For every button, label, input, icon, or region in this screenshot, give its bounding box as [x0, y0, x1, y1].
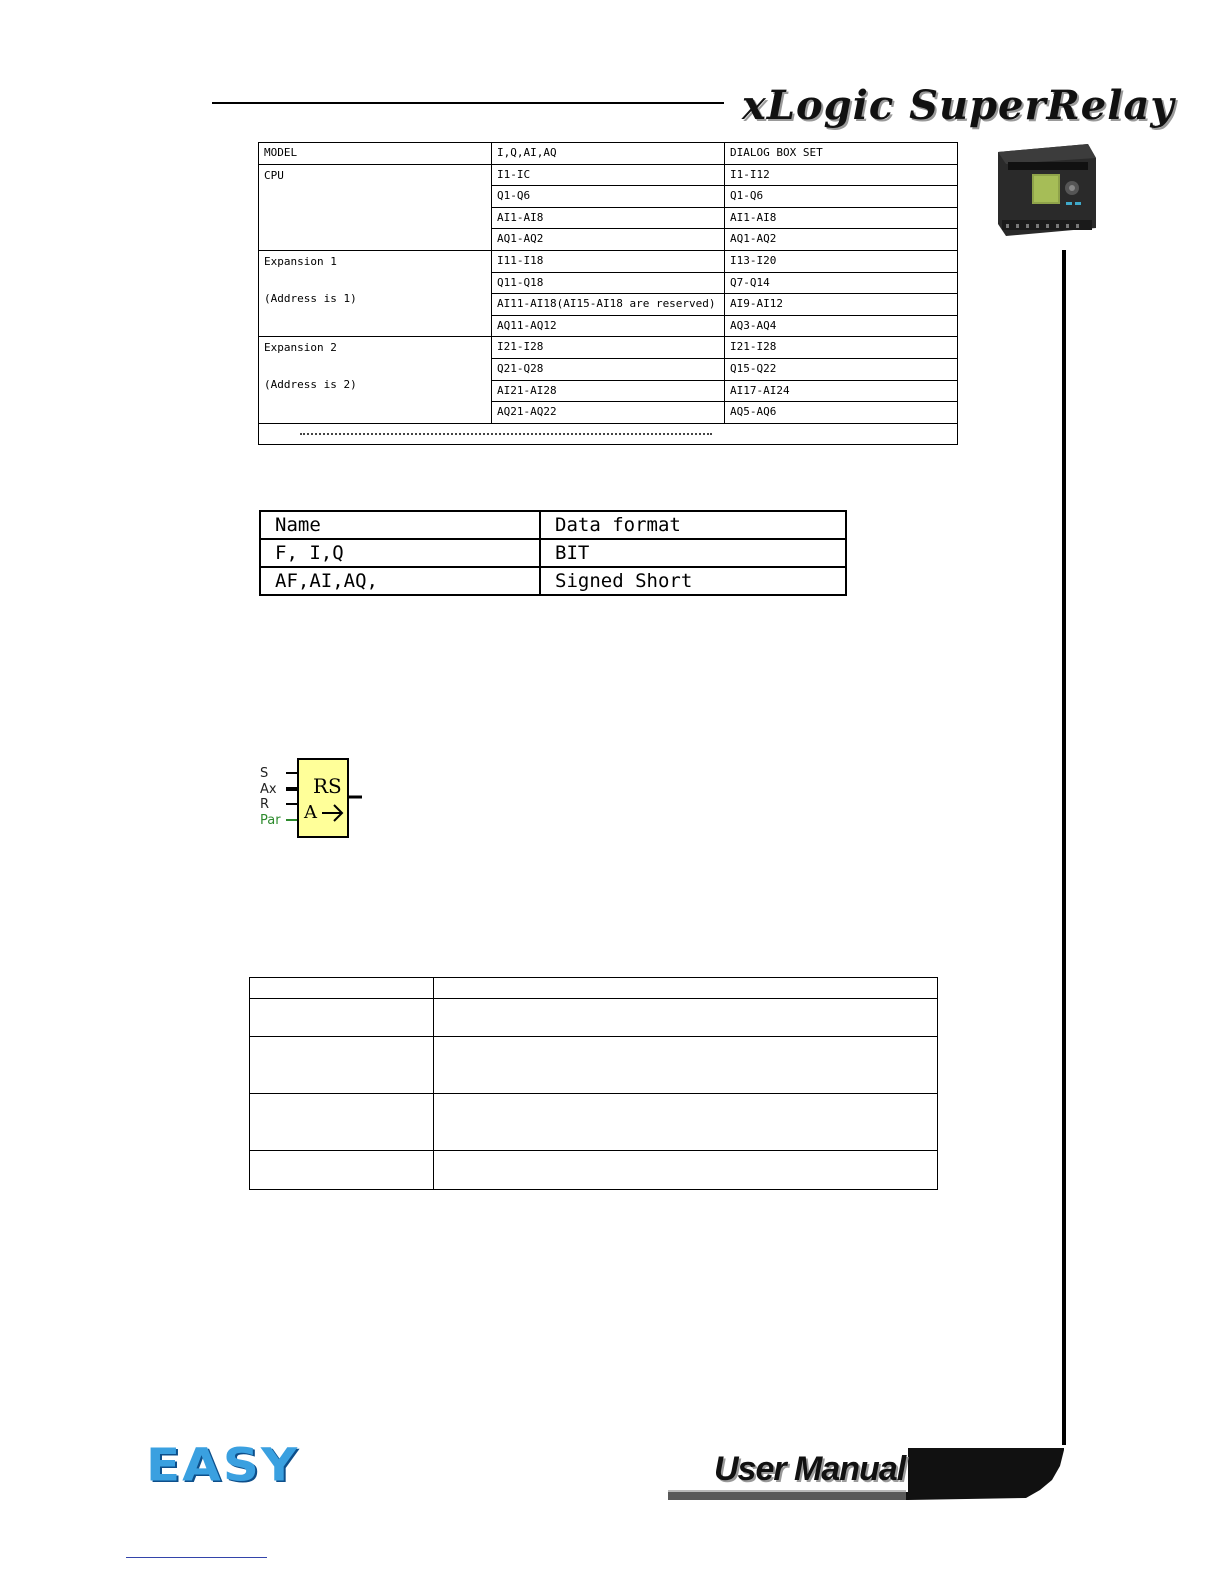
table-header-row — [260, 511, 846, 539]
model-address-note: (Address is 2) — [264, 378, 357, 392]
io-cell: Q21-Q28 — [492, 358, 725, 380]
table-cell — [434, 1094, 938, 1151]
dialog-cell: AQ1-AQ2 — [725, 229, 958, 251]
table-cell — [250, 1151, 434, 1190]
dialog-cell: I21-I28 — [725, 337, 958, 359]
table-cell — [434, 1037, 938, 1094]
column-header-data-format: Data format — [540, 511, 846, 539]
table-cell — [250, 999, 434, 1037]
model-cell-expansion-2 — [259, 337, 492, 423]
model-name: Expansion 2 — [264, 341, 337, 355]
table-cell — [250, 1094, 434, 1151]
table-row — [259, 337, 958, 359]
table-row — [260, 567, 846, 595]
io-cell: AI21-AI28 — [492, 380, 725, 402]
model-address-note: (Address is 1) — [264, 291, 357, 305]
header-rule — [212, 102, 724, 104]
io-cell: I21-I28 — [492, 337, 725, 359]
model-cell-cpu — [259, 164, 492, 250]
dialog-cell: AQ3-AQ4 — [725, 315, 958, 337]
dialog-cell: AI1-AI8 — [725, 207, 958, 229]
parameter-table — [249, 977, 938, 1190]
input-label-r: R — [260, 797, 270, 812]
continuation-row — [259, 423, 958, 444]
format-cell: BIT — [540, 539, 846, 567]
table-cell — [434, 978, 938, 999]
data-format-table — [259, 510, 847, 596]
name-cell: F, I,Q — [260, 539, 540, 567]
dialog-cell: Q7-Q14 — [725, 272, 958, 294]
io-cell: I11-I18 — [492, 250, 725, 272]
column-header-dialog: DIALOG BOX SET — [725, 143, 958, 165]
io-cell: AI1-AI8 — [492, 207, 725, 229]
brand-title: xLogic SuperRelay — [742, 82, 1175, 129]
table-row — [250, 1151, 938, 1190]
user-manual-label: User Manual — [714, 1450, 906, 1488]
io-cell: Q11-Q18 — [492, 272, 725, 294]
dialog-cell: AI9-AI12 — [725, 294, 958, 316]
footer-link-underline — [126, 1557, 267, 1558]
block-title: RS — [313, 774, 342, 798]
table-row — [260, 539, 846, 567]
table-cell — [434, 999, 938, 1037]
model-name: Expansion 1 — [264, 254, 337, 268]
table-cell — [250, 1037, 434, 1094]
io-cell: AQ11-AQ12 — [492, 315, 725, 337]
io-cell: Q1-Q6 — [492, 186, 725, 208]
table-row — [250, 1037, 938, 1094]
table-row — [250, 978, 938, 999]
model-name: CPU — [264, 168, 284, 182]
side-rule — [1062, 250, 1066, 1445]
format-cell: Signed Short — [540, 567, 846, 595]
input-label-s: S — [260, 766, 269, 781]
name-cell: AF,AI,AQ, — [260, 567, 540, 595]
table-row — [259, 164, 958, 186]
io-cell: I1-IC — [492, 164, 725, 186]
device-image — [992, 140, 1098, 236]
table-cell — [434, 1151, 938, 1190]
rs-function-block — [256, 756, 366, 840]
model-cell-expansion-1 — [259, 250, 492, 336]
column-header-model: MODEL — [259, 143, 492, 165]
table-row — [250, 1094, 938, 1151]
table-row — [259, 250, 958, 272]
dialog-cell: AQ5-AQ6 — [725, 402, 958, 424]
table-row — [250, 999, 938, 1037]
column-header-io: I,Q,AI,AQ — [492, 143, 725, 165]
io-cell: AQ1-AQ2 — [492, 229, 725, 251]
input-label-ax: Ax — [260, 781, 277, 797]
table-cell — [250, 978, 434, 999]
input-label-par: Par — [260, 812, 281, 828]
dialog-cell: I13-I20 — [725, 250, 958, 272]
io-cell: AQ21-AQ22 — [492, 402, 725, 424]
dialog-cell: Q15-Q22 — [725, 358, 958, 380]
block-symbol: A — [304, 802, 317, 823]
dialog-cell: Q1-Q6 — [725, 186, 958, 208]
io-cell: AI11-AI18(AI15-AI18 are reserved) — [492, 294, 725, 316]
table-header-row — [259, 143, 958, 165]
column-header-name: Name — [260, 511, 540, 539]
dialog-cell: I1-I12 — [725, 164, 958, 186]
io-mapping-table — [258, 142, 958, 445]
continuation-dots — [259, 423, 958, 444]
dialog-cell: AI17-AI24 — [725, 380, 958, 402]
easy-logo: EASY — [146, 1438, 300, 1492]
